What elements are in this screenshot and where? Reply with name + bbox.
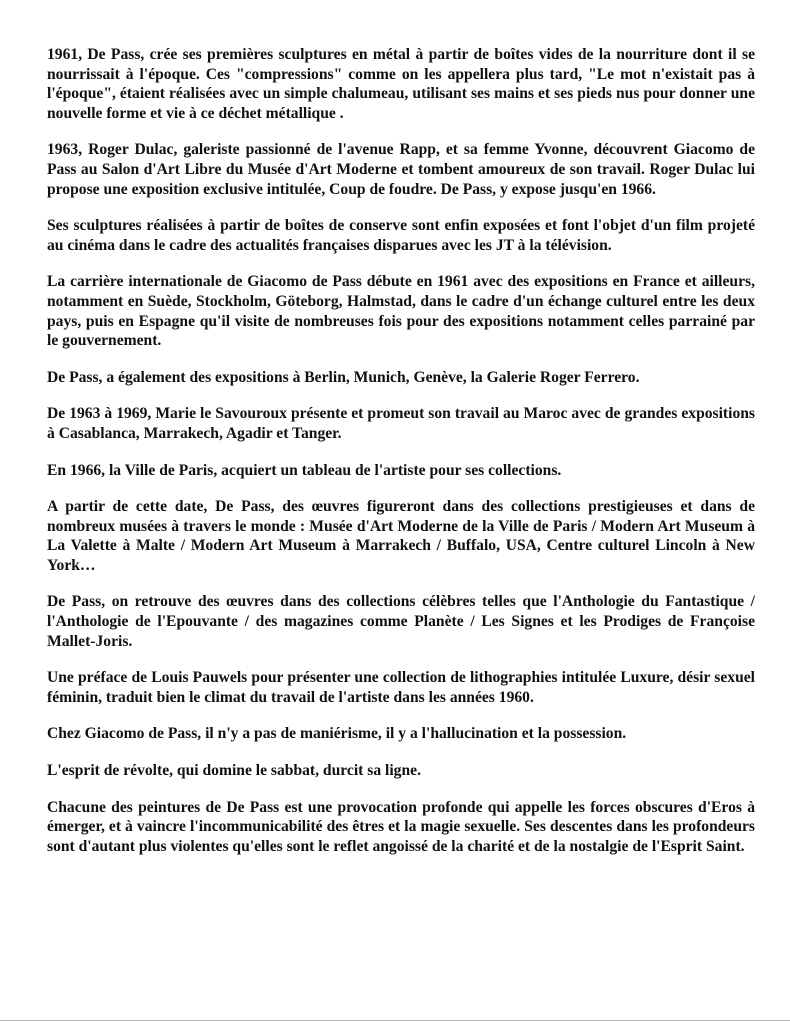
paragraph-1961: 1961, De Pass, crée ses premières sculptures en métal à partir de boîtes vides de la nourriture dont il se nourrissait à l'époque. Ces "compressions" comme on les appellera plus tard, "Le mot n'existait pas à l'époque", étaient réalisées avec un simple chalumeau, utilisant ses mains et ses pieds nus pour donner une nouvelle forme et vie à ce déchet métallique .: [47, 46, 755, 122]
paragraph-maroc: De 1963 à 1969, Marie le Savouroux présente et promeut son travail au Maroc avec de grandes expositions à Casablanca, Marrakech, Agadir et Tanger.: [47, 405, 755, 442]
paragraph-ville-de-paris: En 1966, la Ville de Paris, acquiert un tableau de l'artiste pour ses collections.: [47, 461, 562, 479]
paragraph-sculptures-film: Ses sculptures réalisées à partir de boîtes de conserve sont enfin exposées et font l'objet d'un film projeté au cinéma dans le cadre des actualités françaises disparues avec les JT à la télévision.: [47, 217, 755, 254]
paragraph-preface-pauwels: Une préface de Louis Pauwels pour présenter une collection de lithographies intitulée Luxure, désir sexuel féminin, traduit bien le climat du travail de l'artiste dans les années 1960.: [47, 669, 755, 706]
paragraph-collections-musees: A partir de cette date, De Pass, des œuvres figureront dans des collections prestigieuses et dans de nombreux musées à travers le monde : Musée d'Art Moderne de la Ville de Paris / Modern Art Museum à La Valette à Malte / Modern Art Museum à Marrakech / Buffalo, USA, Centre culturel Lincoln à New York…: [47, 498, 755, 574]
paragraph-1963-dulac: 1963, Roger Dulac, galeriste passionné de l'avenue Rapp, et sa femme Yvonne, découvrent Giacomo de Pass au Salon d'Art Libre du Musée d'Art Moderne et tombent amoureux de son travail. Roger Dulac lui propose une exposition exclusive intitulée, Coup de foudre. De Pass, y expose jusqu'en 1966.: [47, 141, 755, 198]
paragraph-provocation: Chacune des peintures de De Pass est une provocation profonde qui appelle les forces obscures d'Eros à émerger, et à vaincre l'incommunicabilité des êtres et la magie sexuelle. Ses descentes dans les profondeurs sont d'autant plus violentes qu'elles sont le reflet angoissé de la charité et de la nostalgie de l'Esprit Saint.: [47, 798, 755, 855]
paragraph-hallucination: Chez Giacomo de Pass, il n'y a pas de maniérisme, il y a l'hallucination et la possession.: [47, 725, 627, 743]
paragraph-carriere-internationale: La carrière internationale de Giacomo de Pass débute en 1961 avec des expositions en France et ailleurs, notamment en Suède, Stockholm, Göteborg, Halmstad, dans le cadre d'un échange culturel entre les deux pays, puis en Espagne qu'il visite de nombreuses fois pour des expositions notamment celles parrainé par le gouvernement.: [47, 273, 755, 350]
scan-edge-line: [0, 1020, 790, 1021]
paragraph-esprit-revolte: L'esprit de révolte, qui domine le sabbat, durcit sa ligne.: [47, 762, 421, 780]
paragraph-anthologies: De Pass, on retrouve des œuvres dans des collections célèbres telles que l'Anthologie du Fantastique / l'Anthologie de l'Epouvante / des magazines comme Planète / Les Signes et les Prodiges de Françoise Mallet-Joris.: [47, 593, 755, 650]
document-body: [47, 45, 755, 873]
paragraph-expositions-europe: De Pass, a également des expositions à Berlin, Munich, Genève, la Galerie Roger Ferrero.: [47, 368, 640, 386]
